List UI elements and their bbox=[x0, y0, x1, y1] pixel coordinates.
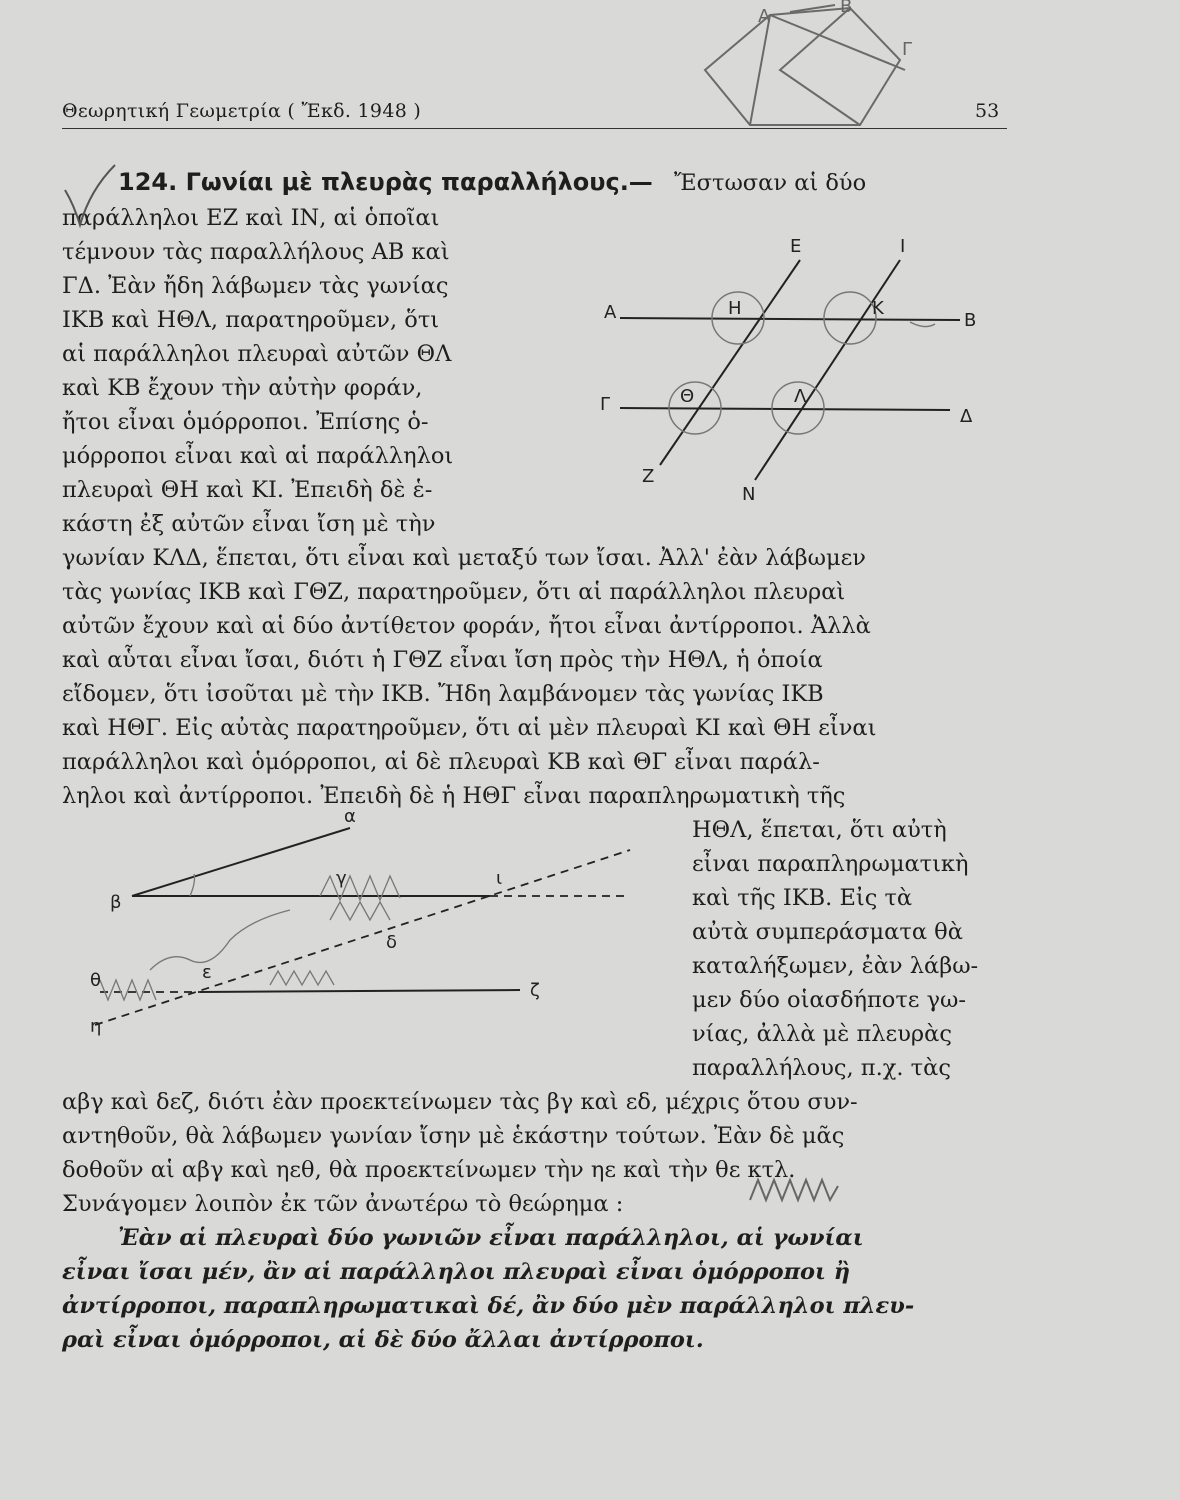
body-line: νίας, ἀλλὰ μὲ πλευρὰς bbox=[692, 1021, 952, 1047]
label-d: δ bbox=[386, 932, 398, 953]
body-line: αὐτὰ συμπεράσματα θὰ bbox=[692, 919, 963, 945]
label-e: ε bbox=[202, 962, 212, 983]
label-g: γ bbox=[336, 868, 347, 889]
label-G: Γ bbox=[600, 394, 611, 415]
label-E: Ε bbox=[790, 236, 802, 257]
body-line: καὶ αὗται εἶναι ἴσαι, διότι ἡ ΓΘΖ εἶναι ἴση πρὸς τὴν ΗΘΛ, ἡ ὁποία bbox=[62, 647, 823, 673]
header-rule bbox=[62, 128, 1007, 129]
label-H: Η bbox=[728, 298, 742, 319]
label-B: Β bbox=[964, 310, 977, 331]
theorem-line: Ἐὰν αἱ πλευραὶ δύο γωνιῶν εἶναι παράλληλοι, αἱ γωνίαι bbox=[118, 1225, 864, 1251]
body-line: κάστη ἐξ αὐτῶν εἶναι ἴση μὲ τὴν bbox=[62, 511, 436, 537]
body-line: τέμνουν τὰς παραλλήλους ΑΒ καὶ bbox=[62, 239, 450, 265]
pencil-zigzag-mark bbox=[745, 1170, 855, 1210]
label-i: ι bbox=[496, 868, 503, 889]
theorem-line: ἀντίρροποι, παραπληρωματικαὶ δέ, ἂν δύο μὲν παράλληλοι πλευ- bbox=[62, 1293, 915, 1319]
body-line: καὶ ΚΒ ἔχουν τὴν αὐτὴν φοράν, bbox=[62, 375, 423, 401]
body-line: εἴδομεν, ὅτι ἰσοῦται μὲ τὴν ΙΚΒ. Ἤδη λαμβάνομεν τὰς γωνίας ΙΚΒ bbox=[62, 681, 824, 707]
svg-text:A: A bbox=[758, 6, 771, 27]
running-title: Θεωρητική Γεωμετρία ( Ἔκδ. 1948 ) bbox=[62, 100, 422, 122]
body-line: μεν δύο οἱασδήποτε γω- bbox=[692, 987, 966, 1013]
theorem-line: ραὶ εἶναι ὁμόρροποι, αἱ δὲ δύο ἄλλαι ἀντίρροποι. bbox=[62, 1327, 704, 1353]
pencil-sketch-top bbox=[690, 0, 930, 140]
label-th: θ bbox=[90, 970, 102, 991]
label-D: Δ bbox=[960, 406, 973, 427]
body-line: εἶναι παραπληρωματικὴ bbox=[692, 851, 969, 877]
label-z: ζ bbox=[530, 980, 540, 1001]
body-line: γωνίαν ΚΛΔ, ἕπεται, ὅτι εἶναι καὶ μεταξύ των ἴσαι. Ἀλλ' ἐὰν λάβωμεν bbox=[62, 545, 866, 571]
body-line: καὶ τῆς ΙΚΒ. Εἰς τὰ bbox=[692, 885, 913, 911]
label-h: η bbox=[90, 1016, 102, 1037]
figure-angles-parallel-sides bbox=[90, 800, 650, 1050]
body-line: παράλληλοι καὶ ὁμόρροποι, αἱ δὲ πλευραὶ ΚΒ καὶ ΘΓ εἶναι παράλ- bbox=[62, 749, 820, 775]
body-line: παραλλήλους, π.χ. τὰς bbox=[692, 1055, 951, 1081]
body-line: ΙΚΒ καὶ ΗΘΛ, παρατηροῦμεν, ὅτι bbox=[62, 307, 440, 333]
body-line: καὶ ΗΘΓ. Εἰς αὐτὰς παρατηροῦμεν, ὅτι αἱ μὲν πλευραὶ ΚΙ καὶ ΘΗ εἶναι bbox=[62, 715, 877, 741]
body-line: αἱ παράλληλοι πλευραὶ αὐτῶν ΘΛ bbox=[62, 341, 452, 367]
label-TH: Θ bbox=[680, 386, 695, 407]
body-line: καταλήξωμεν, ἐὰν λάβω- bbox=[692, 953, 979, 979]
body-line: πλευραὶ ΘΗ καὶ ΚΙ. Ἐπειδὴ δὲ ἑ- bbox=[62, 477, 433, 503]
page-number: 53 bbox=[975, 100, 1000, 122]
body-line: ΓΔ. Ἐὰν ἤδη λάβωμεν τὰς γωνίας bbox=[62, 273, 449, 299]
label-L: Λ bbox=[794, 386, 807, 407]
body-line: αβγ καὶ δεζ, διότι ἐὰν προεκτείνωμεν τὰς βγ καὶ εδ, μέχρις ὅτου συν- bbox=[62, 1089, 858, 1115]
label-A: Α bbox=[604, 302, 617, 323]
body-line: ΗΘΛ, ἕπεται, ὅτι αὐτὴ bbox=[692, 817, 947, 843]
body-line: μόρροποι εἶναι καὶ αἱ παράλληλοι bbox=[62, 443, 454, 469]
body-line: ληλοι καὶ ἀντίρροποι. Ἐπειδὴ δὲ ἡ ΗΘΓ εἶναι παραπληρωματικὴ τῆς bbox=[62, 783, 846, 809]
label-I: Ι bbox=[900, 236, 906, 257]
theorem-line: εἶναι ἴσαι μέν, ἂν αἱ παράλληλοι πλευραὶ εἶναι ὁμόρροποι ἢ bbox=[62, 1259, 851, 1285]
section-heading: 124. Γωνίαι μὲ πλευρὰς παραλλήλους.— bbox=[118, 168, 653, 196]
figure-parallel-lines bbox=[580, 230, 1000, 510]
label-a: α bbox=[344, 806, 356, 827]
label-b: β bbox=[110, 892, 122, 913]
label-N: Ν bbox=[742, 484, 756, 505]
label-Z: Ζ bbox=[642, 466, 655, 487]
body-line: αὐτῶν ἔχουν καὶ αἱ δύο ἀντίθετον φοράν, ἤτοι εἶναι ἀντίρροποι. Ἀλλὰ bbox=[62, 613, 871, 639]
body-line: παράλληλοι ΕΖ καὶ ΙΝ, αἱ ὁποῖαι bbox=[62, 205, 440, 231]
body-line: τὰς γωνίας ΙΚΒ καὶ ΓΘΖ, παρατηροῦμεν, ὅτι αἱ παράλληλοι πλευραὶ bbox=[62, 579, 846, 605]
body-line: Συνάγομεν λοιπὸν ἐκ τῶν ἀνωτέρω τὸ θεώρημα : bbox=[62, 1191, 624, 1217]
body-line: δοθοῦν αἱ αβγ καὶ ηεθ, θὰ προεκτείνωμεν τὴν ηε καὶ τὴν θε κτλ. bbox=[62, 1157, 796, 1183]
pencil-check-mark bbox=[60, 160, 120, 230]
body-line: ἤτοι εἶναι ὁμόρροποι. Ἐπίσης ὁ- bbox=[62, 409, 429, 435]
label-K: Κ bbox=[872, 298, 884, 319]
body-line: αντηθοῦν, θὰ λάβωμεν γωνίαν ἴσην μὲ ἑκάστην τούτων. Ἐὰν δὲ μᾶς bbox=[62, 1123, 845, 1149]
svg-text:Γ: Γ bbox=[902, 39, 913, 60]
section-lead: Ἔστωσαν αἱ δύο bbox=[673, 170, 867, 196]
section-heading-line bbox=[118, 166, 866, 199]
svg-text:B: B bbox=[840, 0, 853, 17]
